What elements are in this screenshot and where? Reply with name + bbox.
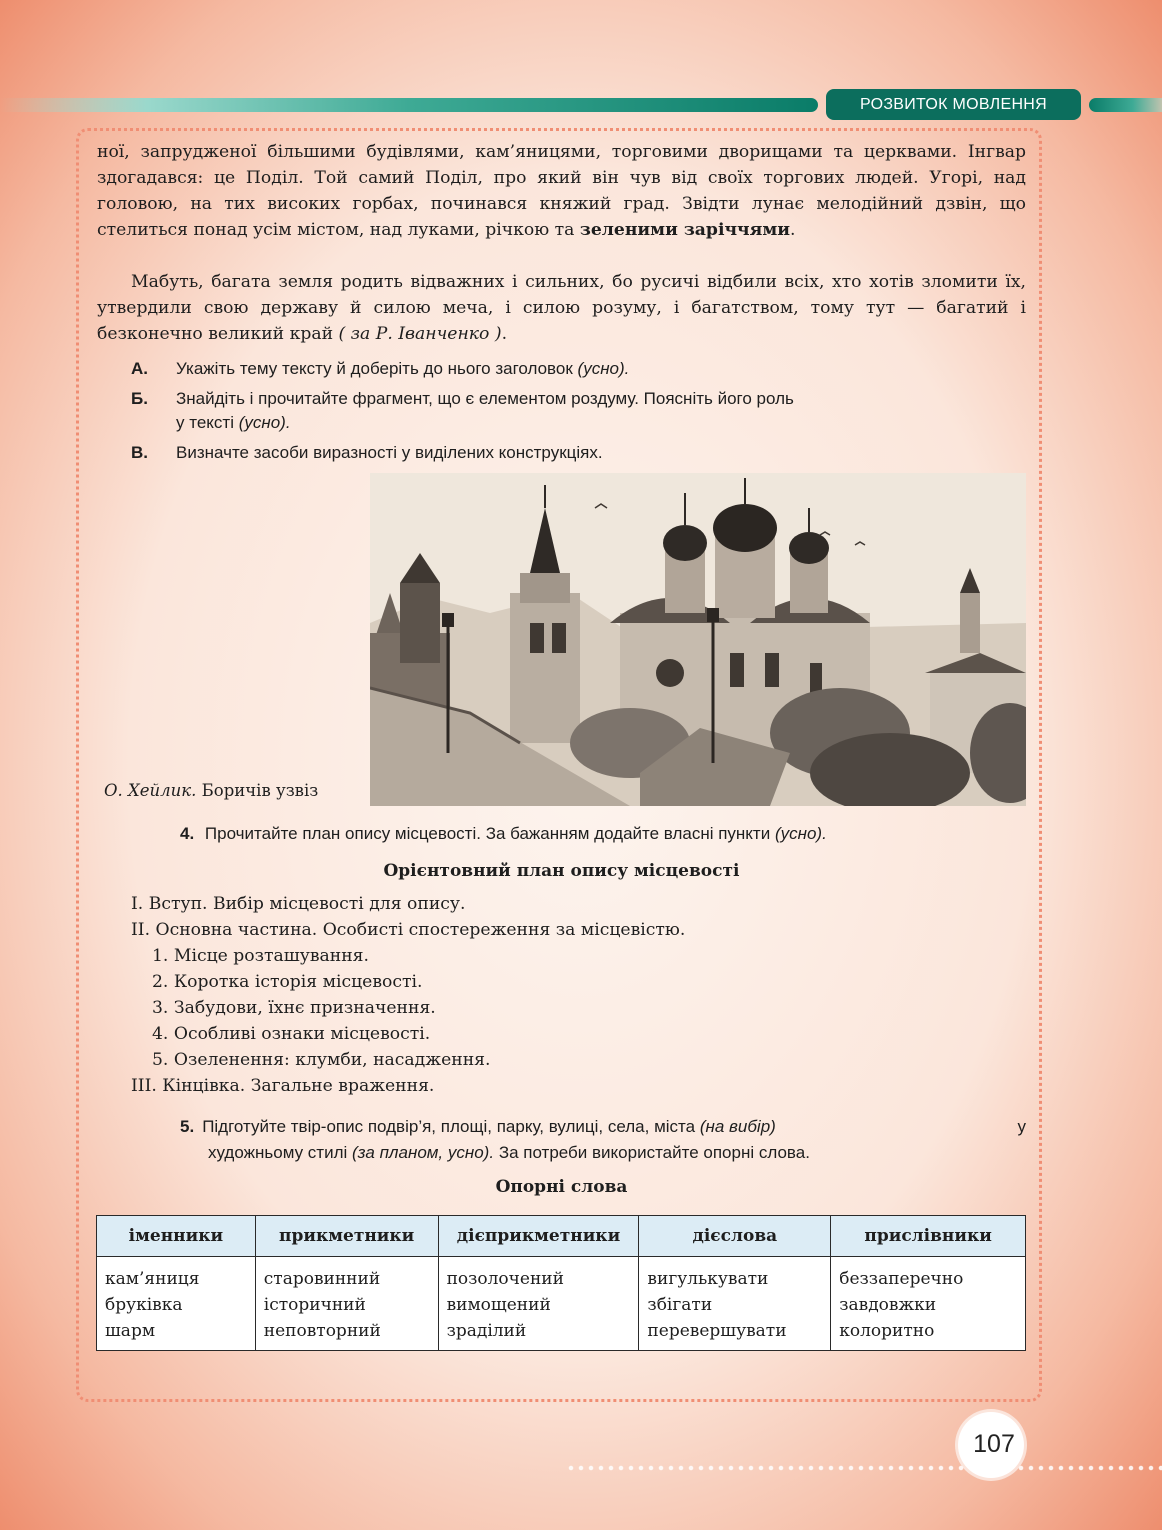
paragraph-1-text: ної, запрудженої більшими будівлями, кам’яницями, торговими дворищами та церквами. Інгвар здогадався: це Поділ. Той самий Поділ, про який він чув від своїх торгових людей. Угорі, над головою, на тих високих горбах, починався княжий град. Звідти лунає мелодійний дзвін, що стелиться понад усім містом, над луками, річкою та bbox=[97, 142, 1026, 240]
exercise-5-text-c: художньому стилі bbox=[208, 1143, 348, 1162]
exercise-5-text-d: За потреби використайте опорні слова. bbox=[498, 1143, 810, 1162]
task-b-line2-text: у тексті bbox=[176, 413, 234, 432]
exercise-5-note: (на вибір) bbox=[699, 1117, 776, 1136]
task-b bbox=[131, 387, 1031, 437]
word: колоритно bbox=[839, 1321, 935, 1341]
plan-subitem: 2. Коротка історія місцевості. bbox=[152, 972, 423, 992]
plan-subitem: 1. Місце розташування. bbox=[152, 946, 369, 966]
table-cell bbox=[255, 1257, 438, 1351]
word: кам’яниця bbox=[105, 1269, 200, 1289]
page-number: 107 bbox=[973, 1430, 1015, 1458]
task-a-note: (усно). bbox=[577, 359, 630, 378]
task-b-line1: Знайдіть і прочитайте фрагмент, що є елементом роздуму. Поясніть його роль bbox=[176, 389, 794, 408]
plan-item: II. Основна частина. Особисті спостереження за місцевістю. bbox=[131, 920, 686, 940]
task-c bbox=[131, 441, 1031, 467]
painting-image bbox=[370, 473, 1026, 806]
plan-subitem: 4. Особливі ознаки місцевості. bbox=[152, 1024, 431, 1044]
plan-title: Орієнтовний план опису місцевості bbox=[383, 861, 740, 881]
caption-title: Боричів узвіз bbox=[201, 781, 319, 800]
task-b-note: (усно). bbox=[238, 413, 291, 432]
task-b-letter: Б. bbox=[131, 389, 148, 408]
words-table bbox=[96, 1215, 1026, 1351]
exercise-5-line2 bbox=[180, 1140, 1026, 1166]
exercise-5-note-c: (за планом, усно). bbox=[352, 1143, 495, 1162]
plan-subitem: 5. Озеленення: клумби, насадження. bbox=[152, 1050, 491, 1070]
table-cell bbox=[438, 1257, 639, 1351]
words-table-title: Опорні слова bbox=[495, 1177, 628, 1197]
image-caption bbox=[104, 781, 318, 800]
word: беззаперечно bbox=[839, 1269, 964, 1289]
exercise-5-line1 bbox=[180, 1114, 1026, 1140]
task-a-text bbox=[176, 357, 629, 381]
word: збігати bbox=[647, 1295, 713, 1315]
paragraph-1-end: . bbox=[790, 220, 796, 240]
church-illustration bbox=[370, 473, 1026, 806]
header-stripe-left bbox=[0, 98, 818, 112]
table-cell bbox=[831, 1257, 1026, 1351]
exercise-4-number: 4. bbox=[180, 824, 195, 843]
word: бруківка bbox=[105, 1295, 183, 1315]
exercise-4 bbox=[180, 824, 827, 844]
table-header: прислівники bbox=[831, 1216, 1026, 1257]
word: позолочений bbox=[446, 1269, 564, 1289]
paragraph-2-source: ( за Р. Іванченко ) bbox=[338, 324, 502, 344]
word: завдовжки bbox=[839, 1295, 937, 1315]
word: старовинний bbox=[263, 1269, 381, 1289]
exercise-5-number: 5. bbox=[180, 1117, 195, 1136]
plan-item: I. Вступ. Вибір місцевості для опису. bbox=[131, 894, 466, 914]
word: вимощений bbox=[446, 1295, 551, 1315]
task-a-letter: А. bbox=[131, 359, 148, 378]
section-label: РОЗВИТОК МОВЛЕННЯ bbox=[826, 89, 1081, 120]
exercise-5-text-b: у bbox=[1017, 1117, 1026, 1136]
paragraph-1-bold: зеленими заріччями bbox=[579, 220, 791, 240]
caption-author: О. Хейлик. bbox=[104, 781, 197, 800]
word: неповторний bbox=[263, 1321, 381, 1341]
word: зраділий bbox=[446, 1321, 527, 1341]
plan-subitem: 3. Забудови, їхнє призначення. bbox=[152, 998, 436, 1018]
exercise-4-note: (усно). bbox=[774, 824, 827, 843]
word: шарм bbox=[105, 1321, 156, 1341]
word: вигулькувати bbox=[647, 1269, 769, 1289]
task-a-line: Укажіть тему тексту й доберіть до нього заголовок bbox=[176, 359, 573, 378]
header-stripe-right bbox=[1089, 98, 1162, 112]
word: історичний bbox=[263, 1295, 366, 1315]
table-header: дієприкметники bbox=[438, 1216, 639, 1257]
table-header: дієслова bbox=[639, 1216, 831, 1257]
exercise-5 bbox=[180, 1114, 1026, 1166]
task-c-letter: В. bbox=[131, 443, 148, 462]
table-header: іменники bbox=[97, 1216, 256, 1257]
exercise-4-text: Прочитайте план опису місцевості. За бажанням додайте власні пункти bbox=[204, 824, 771, 843]
task-b-line2 bbox=[176, 411, 291, 435]
task-c-text: Визначте засоби виразності у виділених конструкціях. bbox=[176, 443, 603, 462]
table-cell bbox=[97, 1257, 256, 1351]
paragraph-2 bbox=[97, 269, 1026, 347]
task-a bbox=[131, 357, 1031, 383]
exercise-5-text: Підготуйте твір-опис подвір’я, площі, парку, вулиці, села, міста bbox=[202, 1117, 696, 1136]
paragraph-2-end: . bbox=[501, 324, 508, 344]
table-cell bbox=[639, 1257, 831, 1351]
table-row bbox=[97, 1257, 1026, 1351]
plan-item: III. Кінцівка. Загальне враження. bbox=[131, 1076, 435, 1096]
paragraph-1 bbox=[97, 139, 1026, 243]
table-header-row bbox=[97, 1216, 1026, 1257]
table-header: прикметники bbox=[255, 1216, 438, 1257]
paragraph-2-text: Мабуть, багата земля родить відважних і сильних, бо русичі відбили всіх, хто хотів зломити їх, утвердили свою державу й силою меча, і силою розуму, і багатством, тому тут — багатий і безконечно великий край bbox=[97, 272, 1026, 344]
footer-dots bbox=[566, 1464, 1162, 1472]
word: перевершувати bbox=[647, 1321, 787, 1341]
